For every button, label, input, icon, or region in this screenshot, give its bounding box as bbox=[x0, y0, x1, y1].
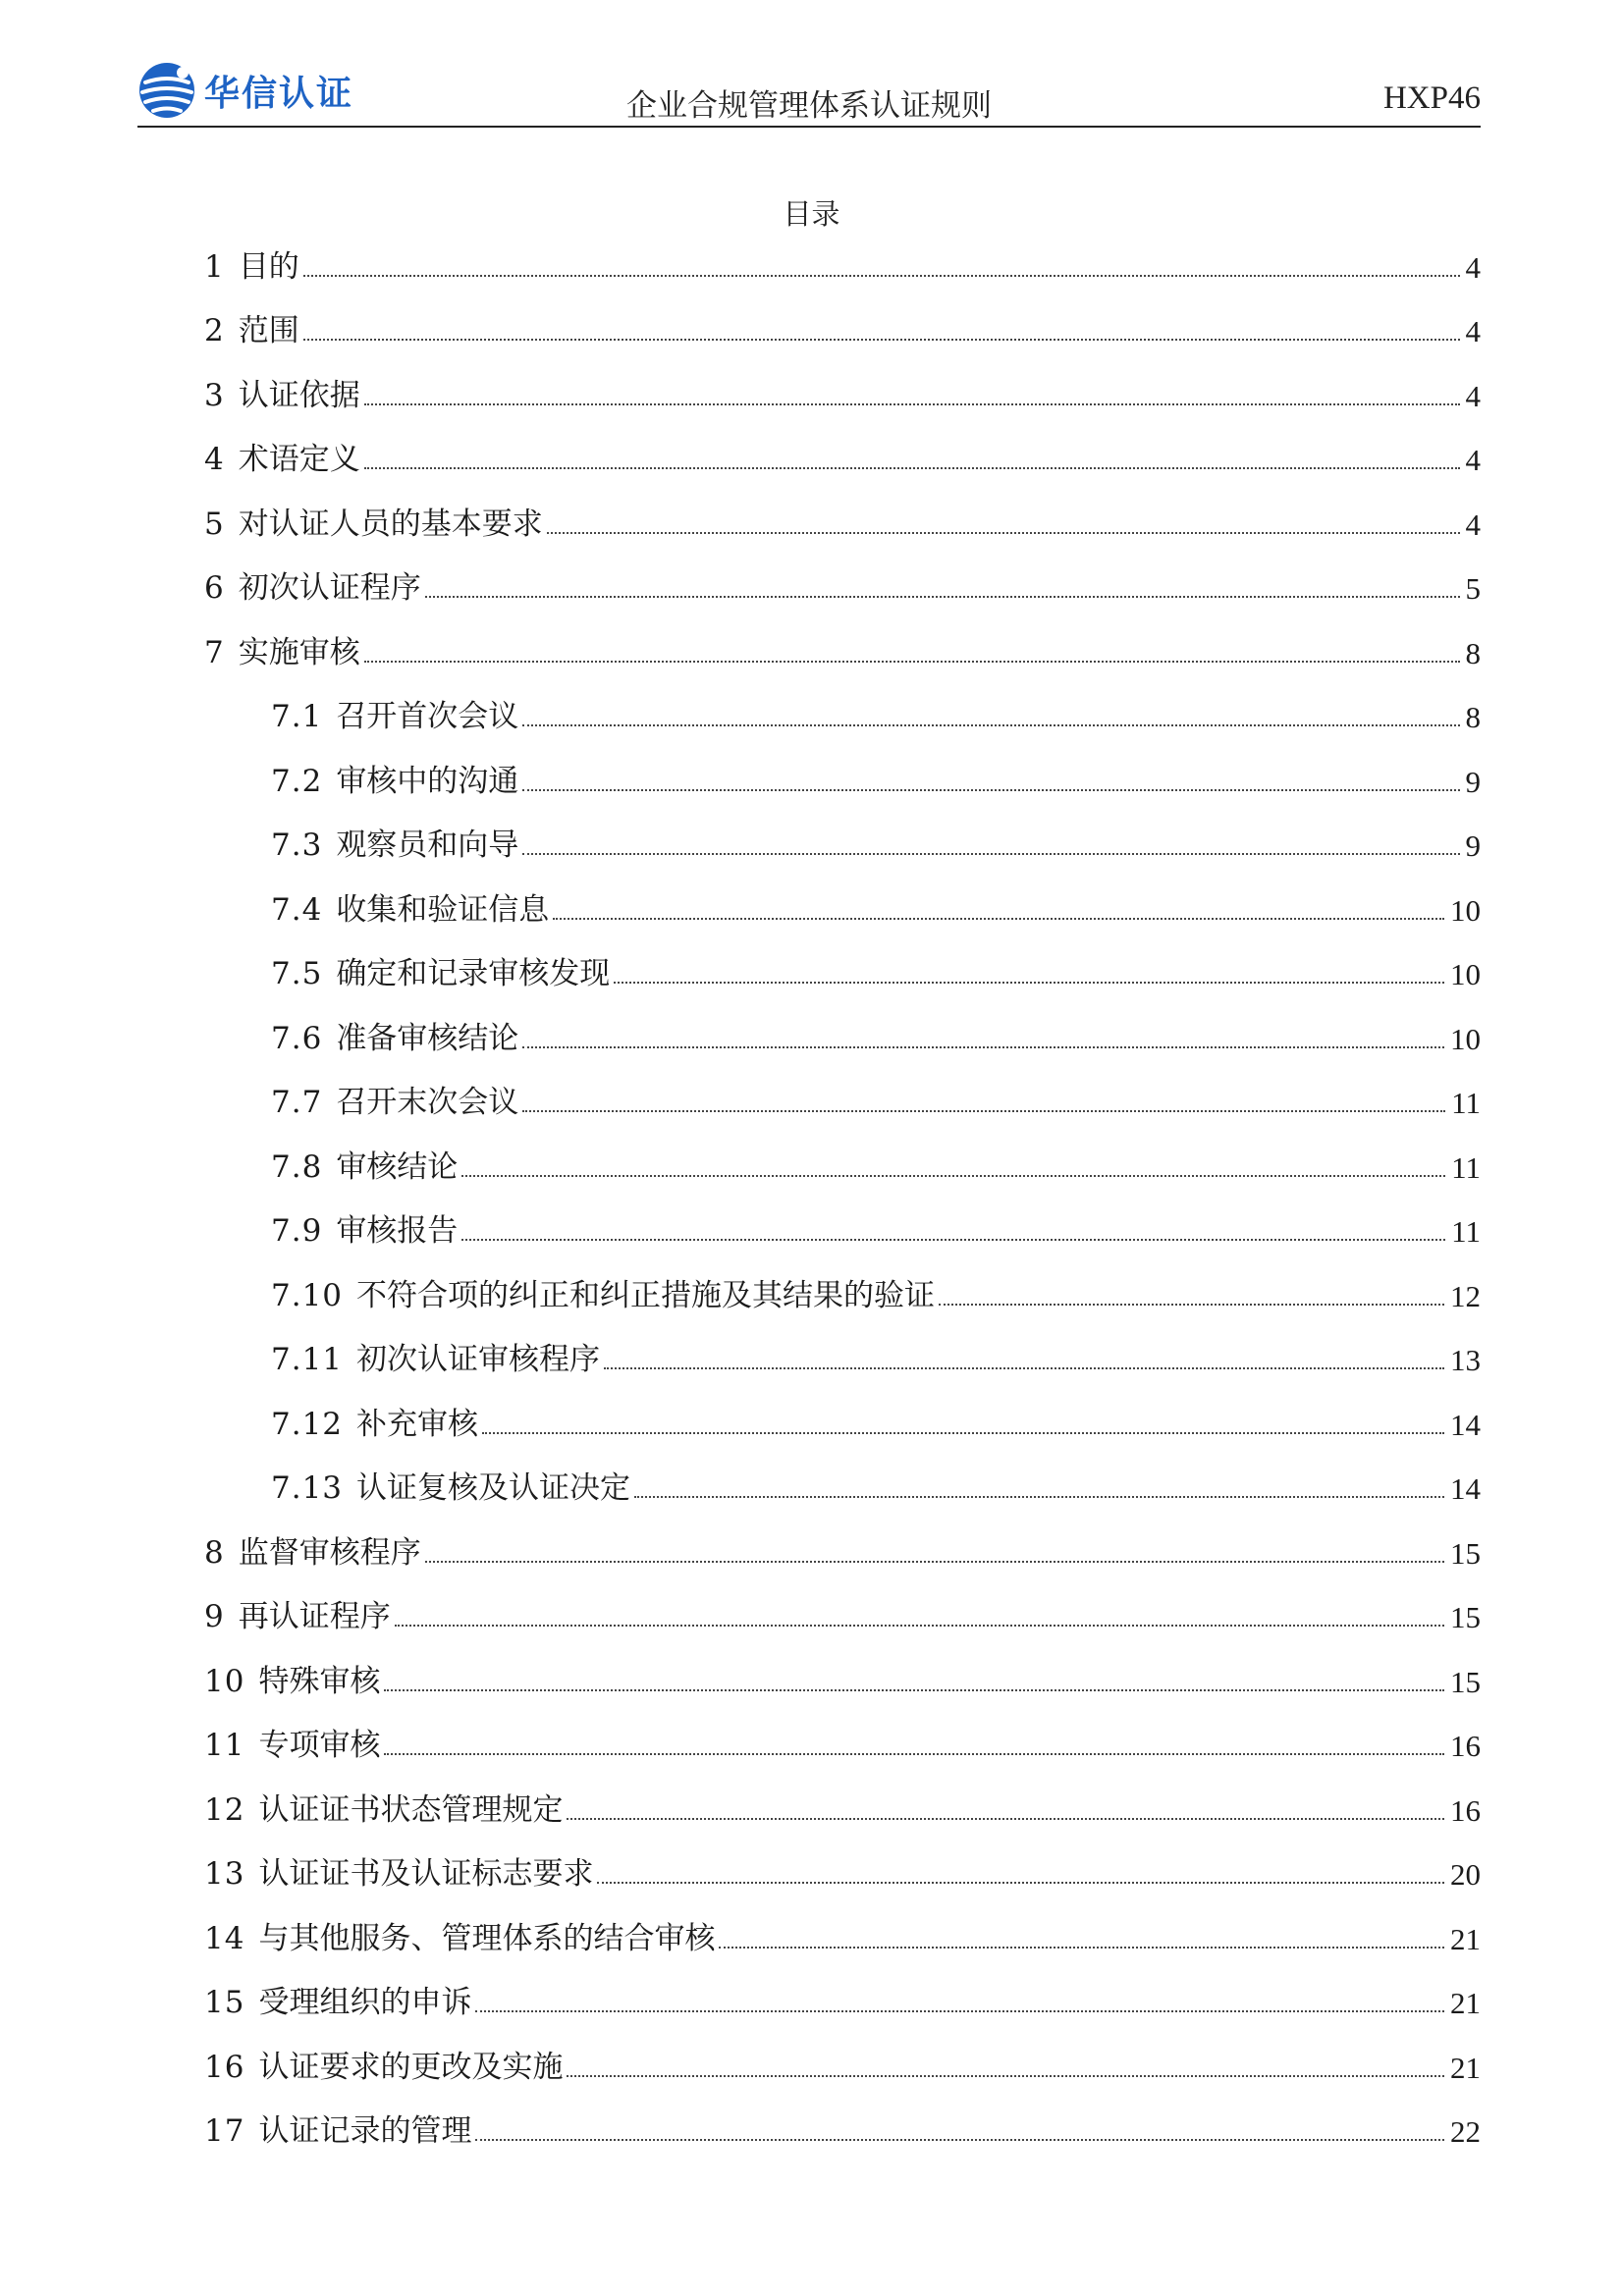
toc-entry-number: 15 bbox=[204, 1985, 245, 2020]
toc-entry-text: 初次认证审核程序 bbox=[356, 1342, 601, 1377]
toc-entry-page: 11 bbox=[1451, 1149, 1481, 1185]
toc-entry[interactable] bbox=[204, 1832, 1481, 1896]
toc-dot-leader bbox=[547, 532, 1460, 534]
toc-entry-text: 特殊审核 bbox=[258, 1663, 381, 1699]
toc-entry-text: 范围 bbox=[238, 313, 299, 348]
toc-entry-label bbox=[271, 1342, 602, 1377]
toc-entry-label bbox=[204, 377, 362, 413]
toc-entry-text: 术语定义 bbox=[238, 442, 360, 477]
toc-entry-page: 4 bbox=[1465, 249, 1481, 285]
toc-entry-label bbox=[271, 1020, 520, 1056]
toc-entry-page: 4 bbox=[1465, 443, 1481, 477]
toc-entry[interactable] bbox=[204, 738, 1481, 803]
toc-dot-leader bbox=[384, 1753, 1444, 1755]
toc-dot-leader bbox=[567, 2075, 1444, 2077]
toc-entry[interactable] bbox=[204, 1703, 1481, 1768]
toc-entry-label bbox=[204, 634, 362, 670]
toc-entry-text: 认证记录的管理 bbox=[258, 2113, 472, 2149]
toc-entry-label bbox=[204, 1728, 382, 1763]
toc-entry-page: 15 bbox=[1450, 1600, 1481, 1634]
toc-entry-text: 确定和记录审核发现 bbox=[336, 956, 611, 991]
toc-entry-label bbox=[204, 248, 301, 285]
toc-entry[interactable] bbox=[204, 2024, 1481, 2089]
toc-entry-page: 14 bbox=[1450, 1407, 1481, 1442]
toc-entry-text: 认证证书状态管理规定 bbox=[258, 1791, 564, 1828]
toc-entry-page: 8 bbox=[1465, 700, 1481, 734]
toc-entry-number: 16 bbox=[204, 2049, 245, 2085]
toc-entry[interactable] bbox=[204, 1960, 1481, 2025]
toc-entry-number: 4 bbox=[204, 442, 225, 477]
toc-entry-number: 11 bbox=[204, 1728, 245, 1763]
toc-dot-leader bbox=[475, 2139, 1444, 2141]
toc-entry-page: 21 bbox=[1450, 1986, 1481, 2020]
toc-entry[interactable] bbox=[204, 546, 1481, 611]
toc-entry-number: 7.11 bbox=[271, 1342, 344, 1377]
toc-dot-leader bbox=[522, 789, 1459, 791]
document-code: HXP46 bbox=[1382, 80, 1481, 116]
toc-dot-leader bbox=[614, 982, 1444, 984]
toc-entry[interactable] bbox=[204, 867, 1481, 932]
toc-entry-number: 2 bbox=[204, 313, 225, 348]
toc-entry-page: 22 bbox=[1450, 2114, 1481, 2149]
toc-entry-label bbox=[204, 1985, 473, 2020]
toc-entry-number: 7.10 bbox=[271, 1277, 344, 1313]
toc-entry-number: 7.12 bbox=[271, 1406, 344, 1442]
toc-entry-label bbox=[204, 506, 545, 542]
toc-dot-leader bbox=[364, 661, 1460, 663]
toc-entry-page: 16 bbox=[1450, 1729, 1481, 1763]
toc-entry-text: 认证证书及认证标志要求 bbox=[258, 1856, 594, 1892]
toc-entry-text: 对认证人员的基本要求 bbox=[238, 506, 543, 542]
toc-entry-page: 14 bbox=[1450, 1471, 1481, 1506]
toc-entry-label bbox=[204, 2113, 473, 2149]
toc-dot-leader bbox=[522, 724, 1459, 726]
toc-entry[interactable] bbox=[204, 1767, 1481, 1832]
toc-dot-leader bbox=[597, 1882, 1444, 1884]
toc-entry-number: 8 bbox=[204, 1534, 225, 1571]
toc-entry-text: 专项审核 bbox=[258, 1728, 381, 1763]
toc-entry-label bbox=[271, 699, 520, 734]
toc-dot-leader bbox=[425, 596, 1460, 598]
toc-dot-leader bbox=[482, 1432, 1444, 1434]
toc-entry-text: 不符合项的纠正和纠正措施及其结果的验证 bbox=[356, 1277, 936, 1313]
toc-entry-text: 再认证程序 bbox=[238, 1599, 391, 1634]
toc-entry-label bbox=[204, 1856, 595, 1892]
toc-entry-text: 认证复核及认证决定 bbox=[356, 1470, 631, 1506]
page-header bbox=[137, 51, 1481, 128]
toc-entry-label bbox=[271, 891, 551, 928]
toc-entry-number: 7.5 bbox=[271, 956, 323, 991]
toc-entry-text: 审核结论 bbox=[336, 1148, 459, 1185]
logo-text: 华信认证 bbox=[204, 73, 354, 114]
toc-entry-text: 认证依据 bbox=[238, 377, 360, 413]
toc-entry-number: 6 bbox=[204, 570, 225, 606]
toc-dot-leader bbox=[395, 1625, 1444, 1627]
toc-entry-label bbox=[204, 442, 362, 477]
toc-dot-leader bbox=[939, 1304, 1444, 1306]
toc-entry-page: 10 bbox=[1450, 892, 1481, 928]
toc-entry-text: 初次认证程序 bbox=[238, 570, 421, 606]
toc-dot-leader bbox=[719, 1947, 1444, 1949]
toc-entry-label bbox=[271, 1213, 460, 1249]
toc-entry-text: 审核中的沟通 bbox=[336, 763, 519, 799]
toc-entry[interactable] bbox=[204, 481, 1481, 546]
toc-entry-text: 目的 bbox=[238, 248, 299, 285]
toc-entry-label bbox=[271, 830, 520, 861]
toc-entry-label bbox=[204, 1599, 393, 1634]
toc-entry[interactable] bbox=[204, 1575, 1481, 1639]
toc-entry-label bbox=[204, 1663, 382, 1699]
toc-entry-page: 8 bbox=[1465, 635, 1481, 670]
toc-entry-number: 7.3 bbox=[271, 828, 323, 863]
toc-entry-page: 20 bbox=[1450, 1857, 1481, 1892]
toc-entry-number: 7.1 bbox=[271, 699, 323, 734]
toc-entry[interactable] bbox=[204, 1638, 1481, 1703]
toc-dot-leader bbox=[604, 1367, 1444, 1369]
toc-entry-page: 9 bbox=[1465, 828, 1481, 863]
toc-dot-leader bbox=[475, 2010, 1444, 2012]
toc-entry-page: 11 bbox=[1451, 1086, 1481, 1120]
toc-entry-text: 召开首次会议 bbox=[336, 699, 519, 734]
toc-entry[interactable] bbox=[204, 224, 1481, 289]
toc-entry-page: 21 bbox=[1450, 1921, 1481, 1956]
toc-entry-label bbox=[271, 1148, 460, 1185]
toc-entry[interactable] bbox=[204, 1189, 1481, 1254]
toc-entry[interactable] bbox=[204, 1253, 1481, 1317]
toc-entry-label bbox=[271, 1277, 937, 1313]
toc-entry-text: 召开末次会议 bbox=[336, 1085, 519, 1120]
toc-entry[interactable] bbox=[204, 1510, 1481, 1575]
toc-dot-leader bbox=[425, 1561, 1444, 1563]
toc-entry-number: 7.6 bbox=[271, 1020, 323, 1056]
toc-entry[interactable] bbox=[204, 2089, 1481, 2154]
toc-entry-page: 13 bbox=[1450, 1343, 1481, 1377]
toc-entry-text: 审核报告 bbox=[336, 1213, 459, 1249]
document-title: 企业合规管理体系认证规则 bbox=[626, 88, 992, 124]
toc-entry-number: 3 bbox=[204, 377, 225, 413]
toc-entry-page: 15 bbox=[1450, 1664, 1481, 1699]
table-of-contents bbox=[204, 224, 1481, 2153]
toc-entry-label bbox=[204, 570, 423, 606]
toc-entry[interactable] bbox=[204, 1317, 1481, 1382]
toc-entry[interactable] bbox=[204, 1896, 1481, 1960]
toc-entry-page: 12 bbox=[1450, 1278, 1481, 1313]
toc-entry-text: 监督审核程序 bbox=[238, 1534, 421, 1571]
toc-entry-page: 11 bbox=[1451, 1214, 1481, 1249]
toc-entry-text: 与其他服务、管理体系的结合审核 bbox=[258, 1920, 716, 1956]
toc-entry-text: 补充审核 bbox=[356, 1406, 479, 1442]
toc-dot-leader bbox=[303, 275, 1460, 277]
toc-dot-leader bbox=[553, 918, 1444, 920]
toc-entry-page: 21 bbox=[1450, 2050, 1481, 2085]
toc-entry-number: 13 bbox=[204, 1856, 245, 1892]
toc-entry-page: 9 bbox=[1465, 764, 1481, 799]
toc-dot-leader bbox=[522, 853, 1459, 855]
toc-entry[interactable] bbox=[204, 1446, 1481, 1511]
toc-entry-label bbox=[204, 313, 301, 348]
toc-entry-page: 5 bbox=[1465, 571, 1481, 606]
toc-entry[interactable] bbox=[204, 803, 1481, 868]
toc-entry-label bbox=[204, 1791, 565, 1828]
toc-entry-label bbox=[271, 1085, 520, 1120]
toc-entry-page: 10 bbox=[1450, 1021, 1481, 1056]
toc-entry-number: 7.7 bbox=[271, 1085, 323, 1120]
toc-entry[interactable] bbox=[204, 995, 1481, 1060]
toc-entry-number: 1 bbox=[204, 248, 225, 285]
toc-entry[interactable] bbox=[204, 610, 1481, 674]
toc-dot-leader bbox=[522, 1046, 1444, 1048]
toc-entry-label bbox=[271, 1406, 480, 1442]
toc-entry-text: 准备审核结论 bbox=[336, 1020, 519, 1056]
toc-entry-number: 10 bbox=[204, 1663, 245, 1699]
toc-entry-number: 14 bbox=[204, 1920, 245, 1956]
toc-entry-page: 4 bbox=[1465, 378, 1481, 413]
toc-entry-text: 观察员和向导 bbox=[336, 828, 519, 863]
toc-entry-page: 4 bbox=[1465, 507, 1481, 542]
toc-entry[interactable] bbox=[204, 289, 1481, 353]
toc-entry-text: 受理组织的申诉 bbox=[258, 1985, 472, 2020]
toc-entry-label bbox=[271, 956, 612, 991]
toc-entry-label bbox=[271, 763, 520, 799]
toc-entry-label bbox=[204, 1920, 717, 1956]
toc-dot-leader bbox=[461, 1239, 1445, 1241]
toc-entry-label bbox=[271, 1470, 632, 1506]
toc-entry-text: 实施审核 bbox=[238, 634, 360, 670]
toc-entry-number: 9 bbox=[204, 1599, 225, 1634]
toc-entry-page: 10 bbox=[1450, 957, 1481, 991]
toc-entry[interactable] bbox=[204, 352, 1481, 417]
toc-entry-number: 17 bbox=[204, 2113, 245, 2149]
toc-dot-leader bbox=[364, 403, 1460, 405]
toc-dot-leader bbox=[384, 1689, 1444, 1691]
toc-dot-leader bbox=[303, 339, 1460, 341]
toc-dot-leader bbox=[522, 1110, 1445, 1112]
toc-entry-text: 收集和验证信息 bbox=[336, 891, 550, 928]
toc-dot-leader bbox=[461, 1175, 1445, 1177]
toc-dot-leader bbox=[634, 1496, 1444, 1498]
toc-entry-number: 7.8 bbox=[271, 1148, 323, 1185]
toc-entry-number: 7.2 bbox=[271, 763, 323, 799]
toc-dot-leader bbox=[567, 1818, 1444, 1820]
toc-entry-number: 7.13 bbox=[271, 1470, 344, 1506]
toc-entry-number: 5 bbox=[204, 506, 225, 542]
toc-entry-page: 16 bbox=[1450, 1792, 1481, 1828]
toc-title: 目录 bbox=[783, 197, 840, 231]
toc-entry-label bbox=[204, 2049, 565, 2085]
toc-entry[interactable] bbox=[204, 1124, 1481, 1189]
toc-entry[interactable] bbox=[204, 417, 1481, 482]
toc-entry-number: 7.9 bbox=[271, 1213, 323, 1249]
toc-entry-label bbox=[204, 1534, 423, 1571]
toc-dot-leader bbox=[364, 467, 1460, 469]
toc-entry[interactable] bbox=[204, 1060, 1481, 1125]
toc-entry-text: 认证要求的更改及实施 bbox=[258, 2049, 564, 2085]
toc-entry-number: 7.4 bbox=[271, 891, 323, 928]
toc-entry-number: 7 bbox=[204, 634, 225, 670]
toc-entry-number: 12 bbox=[204, 1791, 245, 1828]
toc-entry[interactable] bbox=[204, 1381, 1481, 1446]
toc-entry-page: 4 bbox=[1465, 314, 1481, 348]
toc-entry-page: 15 bbox=[1450, 1535, 1481, 1571]
toc-entry[interactable] bbox=[204, 674, 1481, 739]
toc-entry[interactable] bbox=[204, 932, 1481, 996]
